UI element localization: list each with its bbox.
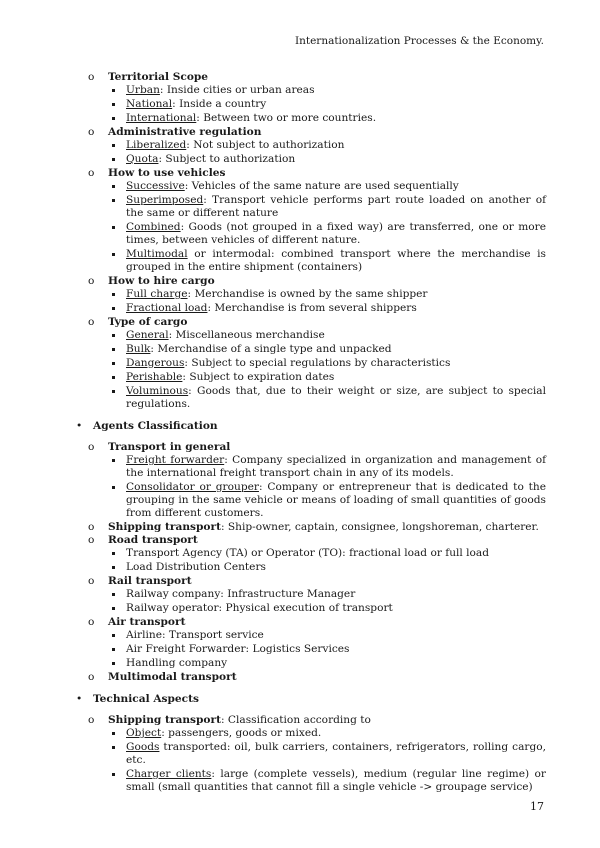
definition: : Merchandise is from several shippers: [207, 302, 417, 314]
subsection: [70, 534, 546, 574]
subsection: [70, 575, 546, 615]
definition: : Company or entrepreneur that is dedicated to the grouping in the same vehicle or means of loading of small quantities of goods from different customers.: [126, 481, 546, 519]
subsection-title: Administrative regulation: [108, 126, 262, 138]
list-item: [126, 385, 546, 411]
term: Quota: [126, 153, 159, 165]
definition: : Subject to expiration dates: [182, 371, 335, 383]
subsection: [70, 71, 546, 125]
running-header: Internationalization Processes & the Economy.: [294, 35, 544, 47]
bullet-list: [126, 588, 546, 615]
subsection: [70, 714, 546, 794]
page-number: 17: [530, 800, 544, 813]
term: Voluminous: [126, 385, 189, 397]
list-item: [126, 112, 546, 125]
subsection-heading: [108, 126, 546, 139]
term: Charger clients: [126, 768, 212, 780]
bullet-list: [126, 329, 546, 411]
term: Bulk: [126, 343, 151, 355]
term: Perishable: [126, 371, 183, 383]
subsection-description: : Ship-owner, captain, consignee, longshoreman, charterer.: [220, 521, 539, 533]
subsection-heading: [108, 521, 546, 534]
subsection-heading: [108, 441, 546, 454]
definition: : Subject to authorization: [158, 153, 296, 165]
definition: Transport Agency (TA) or Operator (TO): fractional load or full load: [126, 547, 490, 559]
bullet-list: [126, 727, 546, 794]
term: Freight forwarder: [126, 454, 225, 466]
list-item: [126, 657, 546, 670]
subsection-heading: [108, 671, 546, 684]
definition: : Transport vehicle performs part route loaded on another of the same or different nature: [126, 194, 546, 219]
definition: Railway company: Infrastructure Manager: [126, 588, 356, 600]
term: Multimodal: [126, 248, 188, 260]
list-item: [126, 98, 546, 111]
bullet-list: [126, 288, 546, 315]
list-item: [126, 371, 546, 384]
term: Object: [126, 727, 162, 739]
list-item: [126, 602, 546, 615]
list-item: [126, 329, 546, 342]
definition: Air Freight Forwarder: Logistics Services: [126, 643, 350, 655]
list-item: [126, 481, 546, 520]
subsection-title: Shipping transport: [108, 521, 221, 533]
term: Goods: [126, 741, 160, 753]
term: General: [126, 329, 169, 341]
section: [70, 420, 546, 684]
section-heading: • Technical Aspects: [70, 693, 546, 706]
term: Dangerous: [126, 357, 185, 369]
subsection-heading: [108, 616, 546, 629]
list-item: [126, 727, 546, 740]
term: Liberalized: [126, 139, 187, 151]
definition: Railway operator: Physical execution of transport: [126, 602, 393, 614]
subsection-title: Type of cargo: [108, 316, 188, 328]
subsection-description: : Classification according to: [220, 714, 371, 726]
bullet-list: [126, 629, 546, 670]
subsection: [70, 126, 546, 166]
subsection: [70, 275, 546, 315]
list-item: [126, 221, 546, 247]
subsection-heading: [108, 575, 546, 588]
list-item: [126, 180, 546, 193]
bullet-list: [126, 139, 546, 166]
definition: transported: oil, bulk carriers, containers, refrigerators, rolling cargo, etc.: [126, 741, 546, 766]
term: National: [126, 98, 173, 110]
term: International: [126, 112, 197, 124]
term: Fractional load: [126, 302, 208, 314]
term: Full charge: [126, 288, 188, 300]
term: Consolidator or grouper: [126, 481, 259, 493]
subsection-heading: [108, 167, 546, 180]
term: Urban: [126, 84, 160, 96]
subsection: [70, 671, 546, 684]
list-item: [126, 768, 546, 794]
bullet-list: [126, 180, 546, 274]
definition: : Company specialized in organization and management of the international freight transport chain in any of its models.: [126, 454, 546, 479]
list-item: [126, 357, 546, 370]
definition: Handling company: [126, 657, 228, 669]
definition: : Merchandise of a single type and unpacked: [150, 343, 392, 355]
list-item: [126, 547, 546, 560]
definition: : Inside cities or urban areas: [159, 84, 315, 96]
definition: : Goods (not grouped in a fixed way) are transferred, one or more times, between vehicles of different nature.: [126, 221, 546, 246]
subsection: [70, 521, 546, 534]
subsection-title: Rail transport: [108, 575, 192, 587]
definition: : passengers, goods or mixed.: [161, 727, 322, 739]
list-item: [126, 288, 546, 301]
term: Superimposed: [126, 194, 204, 206]
subsection-heading: [108, 534, 546, 547]
subsection-title: Air transport: [108, 616, 186, 628]
subsection: [70, 167, 546, 274]
list-item: [126, 643, 546, 656]
bullet-list: [126, 454, 546, 520]
definition: : Not subject to authorization: [186, 139, 345, 151]
list-item: [126, 248, 546, 274]
bullet-list: [126, 84, 546, 125]
list-item: [126, 454, 546, 480]
list-item: [126, 561, 546, 574]
list-item: [126, 629, 546, 642]
definition: : large (complete vessels), medium (regular line regime) or small (small quantities that cannot fill a single vehicle -> groupage service): [126, 768, 546, 793]
subsection-heading: [108, 714, 546, 727]
subsection-title: Transport in general: [108, 441, 231, 453]
list-item: [126, 194, 546, 220]
definition: : Inside a country: [172, 98, 267, 110]
list-item: [126, 139, 546, 152]
definition: Load Distribution Centers: [126, 561, 266, 573]
term: Successive: [126, 180, 185, 192]
definition: : Subject to special regulations by characteristics: [184, 357, 451, 369]
subsection-title: Road transport: [108, 534, 198, 546]
definition: Airline: Transport service: [126, 629, 264, 641]
subsection-title: Shipping transport: [108, 714, 221, 726]
subsection-title: Territorial Scope: [108, 71, 209, 83]
subsection-title: How to use vehicles: [108, 167, 226, 179]
section: [70, 71, 546, 411]
subsection: [70, 441, 546, 520]
document-body: [70, 71, 546, 795]
term: Combined: [126, 221, 181, 233]
definition: : Miscellaneous merchandise: [168, 329, 325, 341]
definition: : Goods that, due to their weight or size, are subject to special regulations.: [126, 385, 546, 410]
definition: : Vehicles of the same nature are used sequentially: [184, 180, 459, 192]
subsection-heading: [108, 275, 546, 288]
subsection-title: How to hire cargo: [108, 275, 215, 287]
list-item: [126, 153, 546, 166]
subsection: [70, 616, 546, 670]
definition: : Between two or more countries.: [196, 112, 377, 124]
subsection: [70, 316, 546, 411]
section: [70, 693, 546, 794]
bullet-list: [126, 547, 546, 574]
list-item: [126, 588, 546, 601]
definition: or intermodal: combined transport where the merchandise is grouped in the entire shipment (containers): [126, 248, 546, 273]
list-item: [126, 741, 546, 767]
subsection-heading: [108, 71, 546, 84]
definition: : Merchandise is owned by the same shipper: [187, 288, 428, 300]
section-heading: • Agents Classification: [70, 420, 546, 433]
subsection-title: Multimodal transport: [108, 671, 237, 683]
list-item: [126, 302, 546, 315]
list-item: [126, 343, 546, 356]
list-item: [126, 84, 546, 97]
subsection-heading: [108, 316, 546, 329]
